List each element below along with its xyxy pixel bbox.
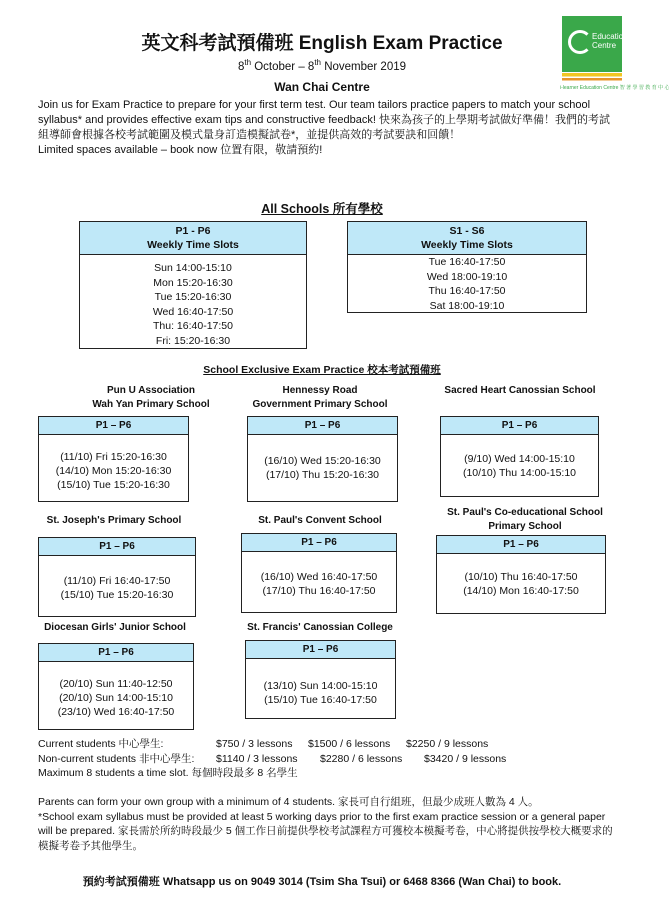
time-slot: Mon 15:20-16:30 (153, 276, 233, 289)
time-slot: (15/10) Tue 15:20-16:30 (57, 479, 170, 491)
school-name: St. Francis' Canossian College (247, 622, 393, 633)
school-schedule-box (38, 643, 194, 730)
time-slot: Sat 18:00-19:10 (429, 299, 505, 312)
time-slot: (17/10) Thu 15:20-16:30 (265, 469, 380, 481)
time-slot: (14/10) Mon 16:40-17:50 (463, 585, 579, 597)
schedule-header: P1 - P6 Weekly Time Slots (80, 222, 306, 255)
school-slots (248, 435, 397, 482)
level-header: P1 – P6 (39, 417, 188, 435)
time-slot: Tue 16:40-17:50 (428, 256, 506, 268)
school-slots (39, 435, 188, 492)
school-name: St. Paul's Convent School (258, 515, 382, 526)
booking-footer: 預約考試預備班 Whatsapp us on 9049 3014 (Tsim Sha Tsui) or 6468 8366 (Wan Chai) to book. (82, 876, 562, 888)
all-schools-heading: All Schools 所有學校 (261, 202, 383, 216)
school-schedule-box (440, 416, 599, 497)
time-slot: Wed 18:00-19:10 (426, 270, 508, 283)
intro-text (38, 98, 610, 158)
education-centre-logo (562, 16, 628, 72)
current-students-fees: Current students 中心學生: $750 / 3 lessons $1500 / 6 lessons $2250 / 9 lessons (38, 738, 489, 750)
time-slot: Sun 14:00-15:10 (154, 262, 232, 274)
time-slot: (13/10) Sun 14:00-15:10 (263, 680, 378, 692)
school-schedule-box (436, 535, 606, 614)
school-slots (437, 554, 605, 598)
time-slot: (14/10) Mon 15:20-16:30 (55, 465, 172, 477)
time-slot: Fri: 15:20-16:30 (155, 334, 231, 347)
school-name: Hennessy Road Government Primary School (252, 385, 388, 410)
school-schedule-box (241, 533, 397, 613)
logo-subtext: i-learner Education Centre 智 著 學 習 教 育 中 心 (560, 85, 669, 91)
level-header: P1 – P6 (242, 534, 396, 552)
school-slots (39, 556, 195, 602)
level-header: P1 – P6 (246, 641, 395, 659)
schedule-header: S1 - S6 Weekly Time Slots (348, 222, 586, 255)
fees-section (38, 737, 506, 781)
level-header: P1 – P6 (437, 536, 605, 554)
schedule-slots (348, 255, 586, 313)
time-slot: (10/10) Thu 16:40-17:50 (464, 571, 578, 583)
swirl-icon (568, 30, 592, 54)
school-slots (246, 659, 395, 707)
time-slot: (15/10) Tue 15:20-16:30 (60, 589, 174, 601)
school-schedule-box (38, 416, 189, 502)
school-name: Diocesan Girls' Junior School (44, 622, 186, 633)
primary-weekly-schedule (79, 221, 307, 349)
time-slot: (16/10) Wed 16:40-17:50 (260, 571, 378, 583)
intro-paragraph: Join us for Exam Practice to prepare for your first term test. Our team tailors practice papers to match your school syllabus* and provides effective exam tips and constructive feedback! 快來為孩子的上學期考試做好準備！我們的考試組導師會根據各校考試範圍及模式量身訂造模擬試卷*，並提供高效的考試要訣和回饋！ (38, 99, 610, 141)
page-title: 英文科考試預備班 English Exam Practice (141, 33, 503, 54)
school-name: St. Paul's Co-educational School Primary School (447, 507, 603, 532)
non-current-students-fees: Non-current students 非中心學生: $1140 / 3 lessons $2280 / 6 lessons $3420 / 9 lessons (38, 752, 507, 765)
secondary-weekly-schedule (347, 221, 587, 313)
logo-text: Education Centre (592, 32, 628, 50)
notes-section (38, 795, 613, 853)
time-slot: (17/10) Thu 16:40-17:50 (262, 585, 376, 597)
level-header: P1 – P6 (39, 538, 195, 556)
school-schedule-box (247, 416, 398, 502)
time-slot: Thu: 16:40-17:50 (153, 320, 233, 332)
centre-name: Wan Chai Centre (274, 80, 370, 94)
exclusive-heading: School Exclusive Exam Practice 校本考試預備班 (203, 364, 441, 376)
time-slot: Thu 16:40-17:50 (428, 285, 506, 297)
school-name: St. Joseph's Primary School (46, 515, 182, 526)
time-slot: (20/10) Sun 11:40-12:50 (59, 678, 173, 690)
time-slot: (15/10) Tue 16:40-17:50 (264, 694, 377, 706)
syllabus-note: *School exam syllabus must be provided at least 5 working days prior to the first exam practice session or a general paper will be prepared. 家長需於所約時段最少 5 個工作日前提供學校考試課程方可獲校本模擬考卷，中心將提供按學校大概要求的模擬考卷予其他學生。 (38, 810, 613, 852)
time-slot: Tue 15:20-16:30 (154, 291, 232, 303)
time-slot: (20/10) Sun 14:00-15:10 (59, 692, 173, 704)
time-slot: (23/10) Wed 16:40-17:50 (57, 706, 175, 718)
time-slot: Wed 16:40-17:50 (152, 305, 234, 318)
time-slot: (11/10) Fri 15:20-16:30 (60, 451, 167, 463)
school-slots (39, 662, 193, 719)
school-slots (441, 435, 598, 480)
schedule-slots (80, 255, 306, 348)
time-slot: (10/10) Thu 14:00-15:10 (462, 467, 577, 479)
school-name: Sacred Heart Canossian School (444, 385, 596, 396)
level-header: P1 – P6 (441, 417, 598, 435)
school-slots (242, 552, 396, 598)
school-name: Pun U Association Wah Yan Primary School (92, 385, 210, 410)
intro-availability: Limited spaces available – book now 位置有限，敬請預約! (38, 144, 323, 156)
time-slot: (9/10) Wed 14:00-15:10 (464, 453, 575, 465)
level-header: P1 – P6 (248, 417, 397, 435)
max-students-note: Maximum 8 students a time slot. 每個時段最多 8 名學生 (38, 767, 298, 779)
date-range: 8th October – 8th November 2019 (237, 58, 407, 73)
level-header: P1 – P6 (39, 644, 193, 662)
logo-stripes (562, 73, 622, 83)
time-slot: (11/10) Fri 16:40-17:50 (63, 575, 171, 587)
time-slot: (16/10) Wed 15:20-16:30 (264, 455, 381, 467)
school-schedule-box (38, 537, 196, 617)
school-schedule-box (245, 640, 396, 719)
group-note: Parents can form your own group with a minimum of 4 students. 家長可自行組班，但最少成班人數為 4 人。 (38, 796, 539, 808)
